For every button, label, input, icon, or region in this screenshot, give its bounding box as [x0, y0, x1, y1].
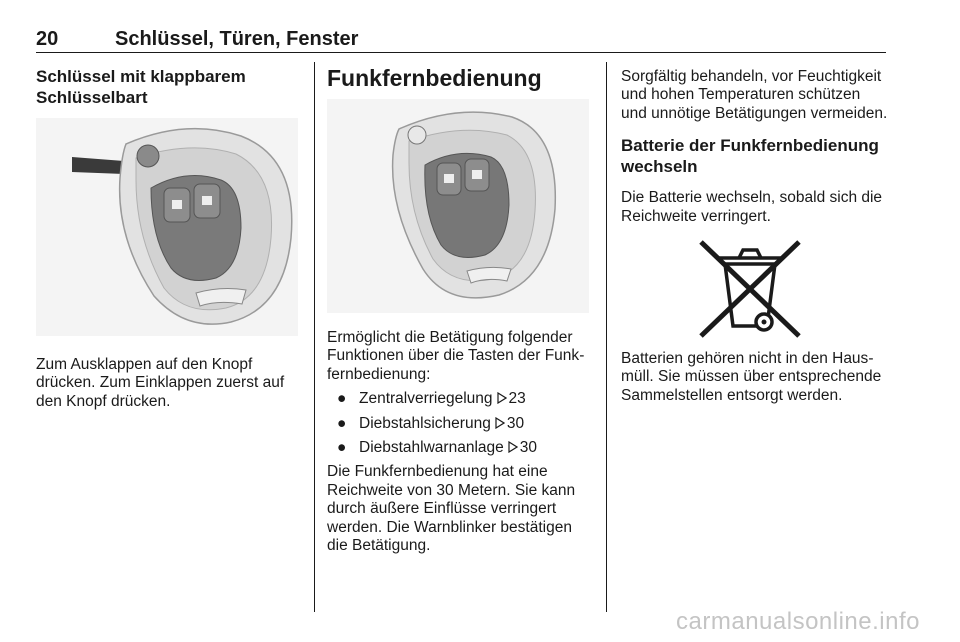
key-instructions: Zum Ausklappen auf den Knopf drücken. Zum Einklappen zuerst auf den Knopf drücken.: [36, 356, 285, 410]
remote-heading: Funkfernbedienung: [327, 65, 542, 91]
column-middle: [327, 60, 593, 555]
column-right: [621, 60, 889, 405]
flip-key-illustration: [36, 118, 298, 336]
column-divider: [606, 62, 607, 612]
function-list: [327, 390, 593, 457]
page-header: [36, 26, 886, 53]
remote-intro: Ermöglicht die Betätigung folgender Funktionen über die Tasten der Funkfernbedienung:: [327, 329, 585, 383]
page-reference-icon: [508, 441, 518, 453]
watermark: carmanualsonline.info: [676, 608, 920, 635]
care-note: Sorgfältig behandeln, vor Feuchtigkeit und hohen Temperaturen schützen und unnötige Betätigungen vermeiden.: [621, 68, 888, 122]
waste-bin-symbol: [621, 236, 889, 342]
list-item: ● Diebstahlwarnanlage 30: [337, 439, 538, 457]
battery-heading: Batterie der Funkfernbedienung wechseln: [621, 136, 879, 177]
remote-illustration: [327, 99, 589, 313]
battery-instructions: Die Batterie wechseln, sobald sich die Reichweite verringert.: [621, 189, 883, 225]
list-item: ● Zentralverriegelung 23: [337, 390, 526, 408]
list-item: ● Diebstahlsicherung 30: [337, 414, 525, 432]
page-reference: 30: [506, 414, 525, 432]
crossed-bin-icon: [621, 236, 889, 342]
column-divider: [314, 62, 315, 612]
disposal-note: Batterien gehören nicht in den Hausmüll. Sie müssen über entsprechende Sammelstellen entsorgt werden.: [621, 350, 882, 404]
range-description: Die Funkfernbedienung hat eine Reichweite von 30 Metern. Sie kann durch äußere Einflüsse verringert werden. Die Warnblinker bestätigen die Betätigung.: [327, 463, 576, 555]
section-title: Schlüssel, Türen, Fenster: [115, 28, 359, 50]
column-left: [36, 60, 298, 411]
key-heading: Schlüssel mit klappbarem Schlüsselbart: [36, 67, 246, 107]
page-reference-icon: [497, 392, 507, 404]
page-number: 20: [36, 28, 59, 50]
page-reference: 30: [519, 439, 538, 457]
page-reference: 23: [508, 390, 526, 408]
page-reference-icon: [495, 417, 505, 429]
